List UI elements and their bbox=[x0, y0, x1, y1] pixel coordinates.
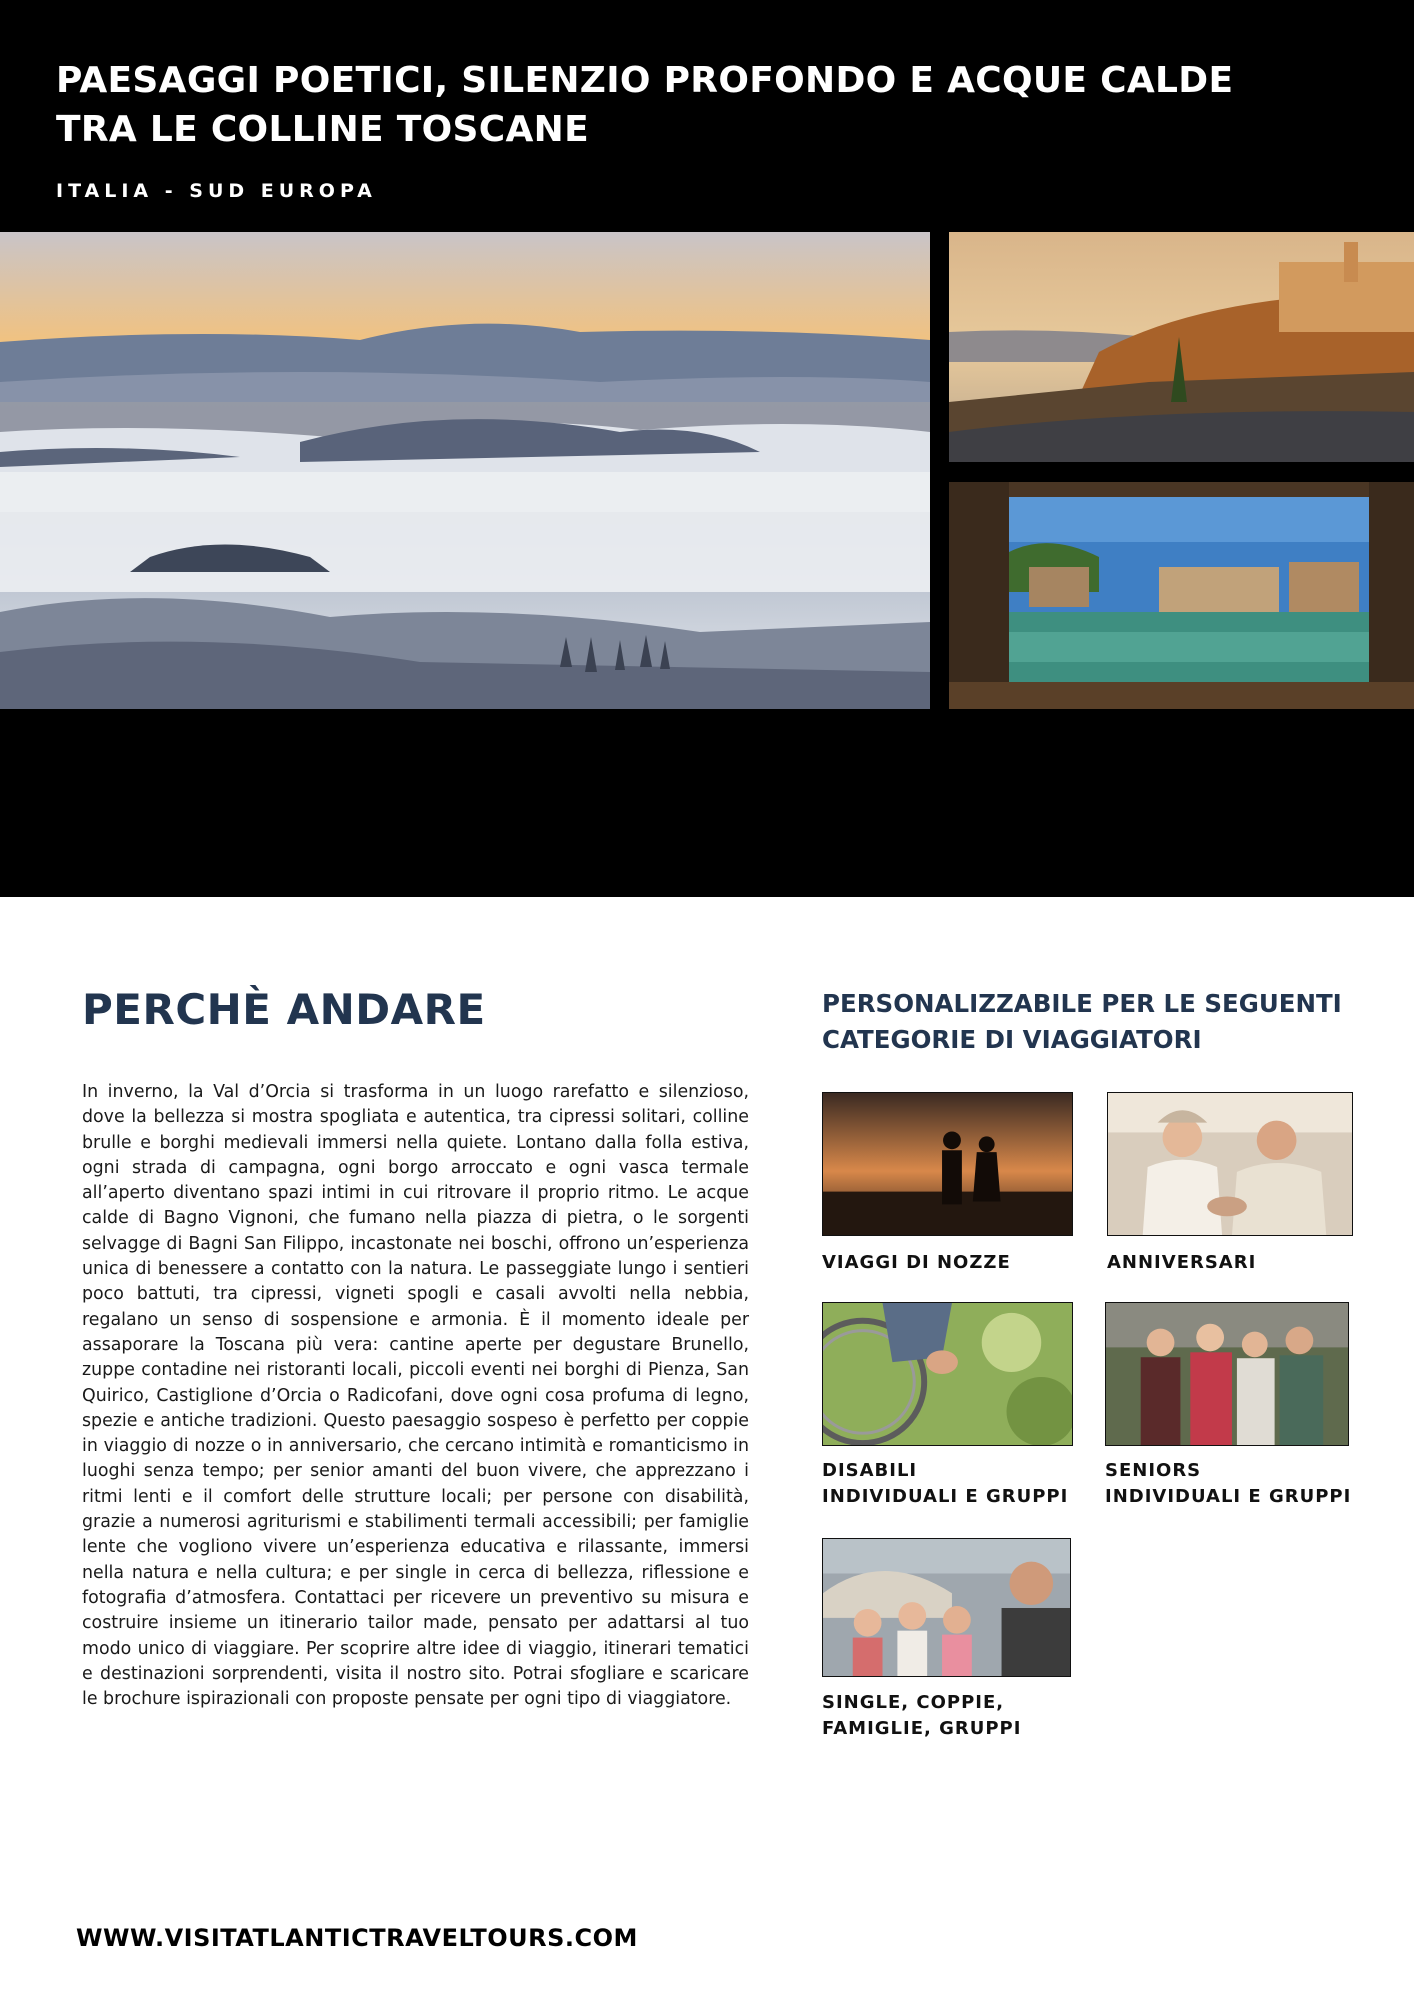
category-label-singles-families: SINGLE, COPPIE, FAMIGLIE, GRUPPI bbox=[822, 1692, 1022, 1739]
category-label-disabled: DISABILI INDIVIDUALI E GRUPPI bbox=[822, 1460, 1069, 1507]
category-label-anniversaries: ANNIVERSARI bbox=[1107, 1252, 1257, 1273]
website-link[interactable]: WWW.VISITATLANTICTRAVELTOURS.COM bbox=[76, 1924, 638, 1952]
why-go-title: PERCHÈ ANDARE bbox=[82, 985, 486, 1034]
thermal-pool-photo bbox=[949, 482, 1414, 709]
families-groups-photo bbox=[822, 1538, 1071, 1677]
page-title: PAESAGGI POETICI, SILENZIO PROFONDO E ACQUE CALDE TRA LE COLLINE TOSCANE bbox=[56, 60, 1234, 150]
header-band bbox=[0, 0, 1414, 897]
honeymoon-photo bbox=[822, 1092, 1073, 1236]
category-label-seniors: SENIORS INDIVIDUALI E GRUPPI bbox=[1105, 1460, 1352, 1507]
hilltop-town-photo bbox=[949, 232, 1414, 462]
seniors-photo bbox=[1105, 1302, 1349, 1446]
misty-hills-photo bbox=[0, 232, 930, 709]
page-subtitle: ITALIA - SUD EUROPA bbox=[56, 180, 377, 202]
traveler-categories-heading: PERSONALIZZABILE PER LE SEGUENTI CATEGORIE DI VIAGGIATORI bbox=[822, 989, 1342, 1054]
anniversary-photo bbox=[1107, 1092, 1353, 1236]
category-label-honeymoon: VIAGGI DI NOZZE bbox=[822, 1252, 1011, 1273]
disabled-travelers-photo bbox=[822, 1302, 1073, 1446]
why-go-body: In inverno, la Val d’Orcia si trasforma in un luogo rarefatto e silenzioso, dove la bellezza si mostra spogliata e autentica, tra cipressi solitari, colline brulle e borghi medievali immersi nella quiete. Lontano dalla folla estiva, ogni strada di campagna, ogni borgo arroccato e ogni vasca termale all’aperto diventano spazi intimi in cui ritrovare il proprio ritmo. Le acque calde di Bagno Vignoni, che fumano nella piazza di pietra, o le sorgenti selvagge di Bagni San Filippo, incastonate nei boschi, offrono un’esperienza unica di benessere a contatto con la natura. Le passeggiate lungo i sentieri poco battuti, tra cipressi, vigneti spogli e casali avvolti nella nebbia, regalano un senso di sospensione e armonia. È il momento ideale per assaporare la Toscana più vera: cantine aperte per degustare Brunello, zuppe contadine nei ristoranti locali, piccoli eventi nei borghi di Pienza, San Quirico, Castiglione d’Orcia o Radicofani, dove ogni cosa profuma di legno, spezie e antiche tradizioni. Questo paesaggio sospeso è perfetto per coppie in viaggio di nozze o in anniversario, che cercano intimità e romanticismo in luoghi senza tempo; per senior amanti del buon vivere, che apprezzano i ritmi lenti e il comfort delle strutture locali; per persone con disabilità, grazie a numerosi agriturismi e stabilimenti termali accessibili; per famiglie lente che vogliono vivere un’esperienza educativa e rilassante, immersi nella natura e nella cultura; e per single in cerca di bellezza, riflessione e fotografia d’atmosfera. Contattaci per ricevere un preventivo su misura e costruire insieme un itinerario tailor made, pensato per adattarsi al tuo modo unico di viaggiare. Per scoprire altre idee di viaggio, itinerari tematici e destinazioni sorprendenti, visita il nostro sito. Potrai sfogliare e scaricare le brochure ispirazionali con proposte pensate per ogni tipo di viaggiatore. bbox=[82, 1082, 749, 1710]
